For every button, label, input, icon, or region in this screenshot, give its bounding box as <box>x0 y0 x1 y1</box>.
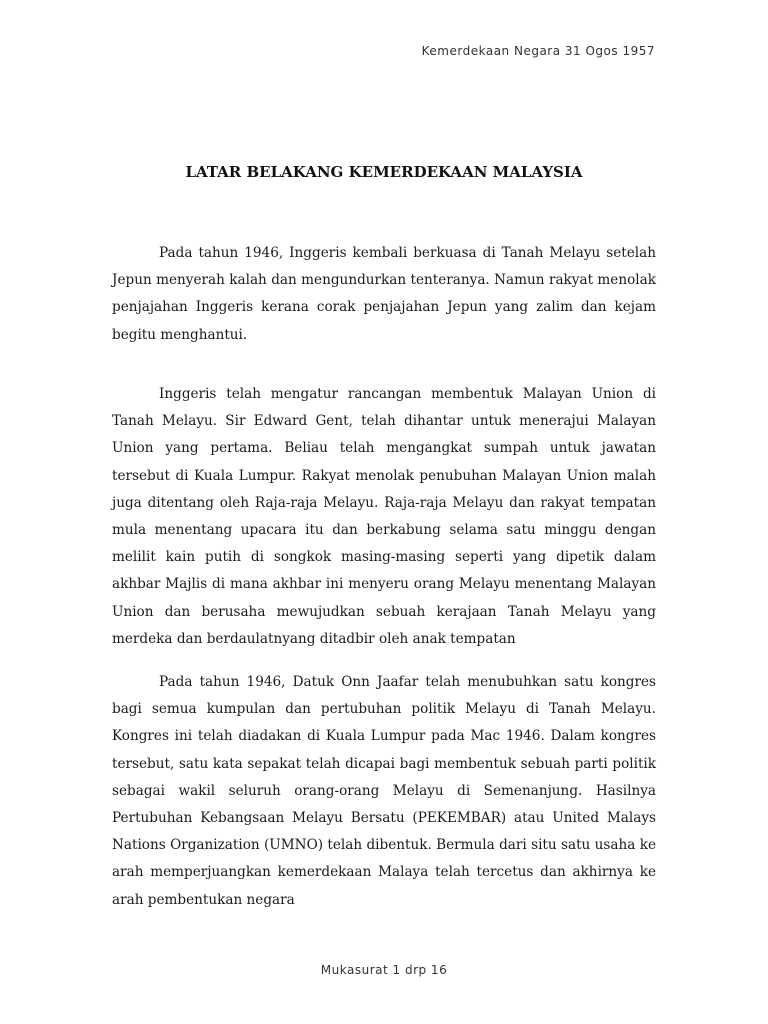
paragraph-text: Inggeris telah mengatur rancangan membentuk Malayan Union di Tanah Melayu. Sir Edward Gent, telah dihantar untuk menerajui Malayan Union yang pertama. Beliau telah mengangkat sumpah untuk jawatan tersebut di Kuala Lumpur. Rakyat menolak penubuhan Malayan Union malah juga ditentang oleh Raja-raja Melayu. Raja-raja Melayu dan rakyat tempatan mula menentang upacara itu dan berkabung selama satu minggu dengan melilit kain putih di songkok masing-masing seperti yang dipetik dalam akhbar Majlis di mana akhbar ini menyeru orang Melayu menentang Malayan Union dan berusaha mewujudkan sebuah kerajaan Tanah Melayu yang merdeka dan berdaulatnyang ditadbir oleh anak tempatan <box>112 386 656 647</box>
page-header: Kemerdekaan Negara 31 Ogos 1957 <box>421 44 655 58</box>
document-title: LATAR BELAKANG KEMERDEKAAN MALAYSIA <box>185 163 583 181</box>
body-paragraph-2 <box>112 381 656 653</box>
page-number-footer: Mukasurat 1 drp 16 <box>320 963 448 977</box>
paragraph-text: Pada tahun 1946, Datuk Onn Jaafar telah menubuhkan satu kongres bagi semua kumpulan dan pertubuhan politik Melayu di Tanah Melayu. Kongres ini telah diadakan di Kuala Lumpur pada Mac 1946. Dalam kongres tersebut, satu kata sepakat telah dicapai bagi membentuk sebuah parti politik sebagai wakil seluruh orang-orang Melayu di Semenanjung. Hasilnya Pertubuhan Kebangsaan Melayu Bersatu (PEKEMBAR) atau United Malays Nations Organization (UMNO) telah dibentuk. Bermula dari situ satu usaha ke arah memperjuangkan kemerdekaan Malaya telah tercetus dan akhirnya ke arah pembentukan negara <box>112 674 656 908</box>
body-paragraph-1 <box>112 240 656 349</box>
paragraph-text: Pada tahun 1946, Inggeris kembali berkuasa di Tanah Melayu setelah Jepun menyerah kalah dan mengundurkan tenteranya. Namun rakyat menolak penjajahan Inggeris kerana corak penjajahan Jepun yang zalim dan kejam begitu menghantui. <box>112 245 656 343</box>
body-paragraph-3 <box>112 669 656 914</box>
